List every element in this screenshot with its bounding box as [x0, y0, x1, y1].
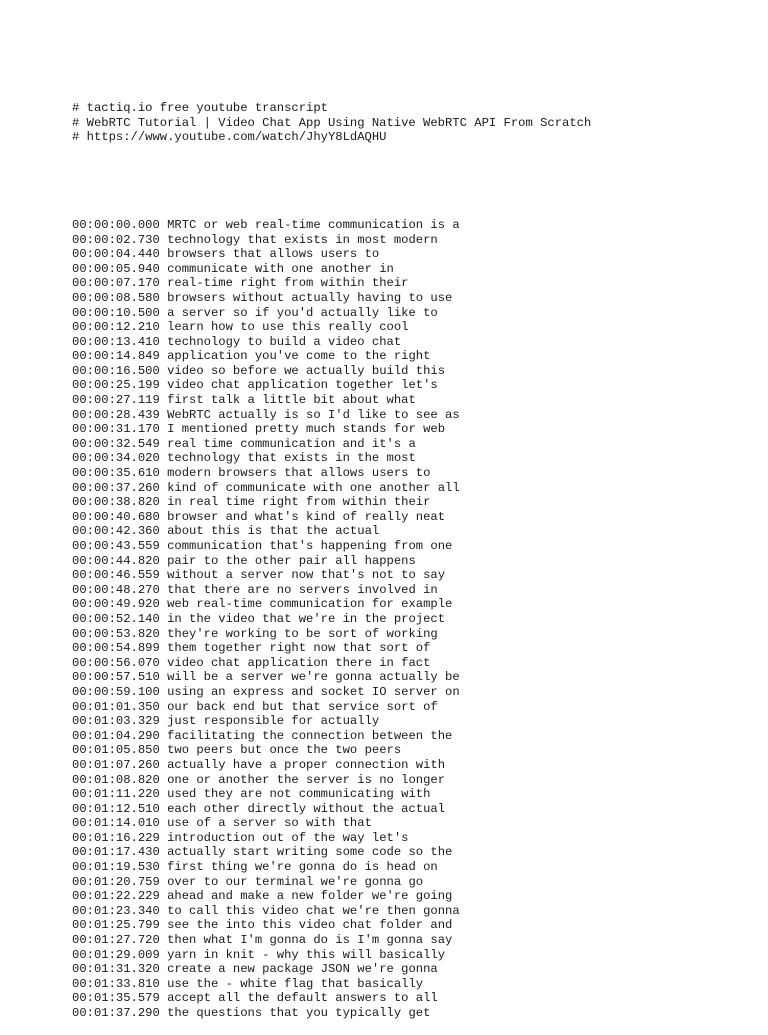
timestamp: 00:01:17.430 [72, 845, 160, 860]
timestamp: 00:00:43.559 [72, 539, 160, 553]
transcript-line [72, 758, 591, 773]
transcript-line [72, 787, 591, 802]
timestamp: 00:00:35.610 [72, 466, 160, 481]
caption-text: yarn in knit - why this will basically [167, 947, 446, 962]
timestamp: 00:00:14.849 [72, 349, 160, 364]
caption-text: accept all the default answers to all [167, 991, 438, 1006]
timestamp: 00:01:16.229 [72, 830, 160, 845]
transcript-line [72, 481, 591, 496]
caption-text: application you've come to the right [167, 349, 431, 364]
timestamp: 00:00:34.020 [72, 451, 160, 466]
transcript-line [72, 408, 591, 423]
caption-text: will be a server we're gonna actually be [167, 670, 460, 685]
transcript-line [72, 612, 591, 627]
caption-text: without a server now that's not to say [167, 568, 446, 583]
caption-text: in the video that we're in the project [167, 611, 446, 626]
timestamp: 00:00:31.170 [72, 422, 160, 437]
transcript-line [72, 451, 591, 466]
timestamp: 00:00:10.500 [72, 305, 160, 320]
timestamp: 00:00:54.899 [72, 641, 160, 656]
timestamp: 00:00:56.070 [72, 655, 160, 670]
transcript-line [72, 641, 591, 656]
timestamp: 00:01:20.759 [72, 874, 160, 889]
timestamp: 00:00:53.820 [72, 626, 160, 641]
header-spacer [72, 174, 591, 189]
transcript-line [72, 583, 591, 598]
transcript-line [72, 962, 591, 977]
timestamp: 00:00:27.119 [72, 393, 160, 408]
caption-text: over to our terminal we're gonna go [167, 874, 424, 889]
timestamp: 00:01:08.820 [72, 772, 160, 787]
timestamp: 00:01:11.220 [72, 787, 160, 802]
caption-text: kind of communicate with one another all [167, 480, 460, 495]
caption-text: just responsible for actually [167, 714, 380, 729]
caption-text: them together right now that sort of [167, 641, 431, 656]
transcript-line [72, 597, 591, 612]
timestamp: 00:00:52.140 [72, 611, 160, 626]
caption-text: the questions that you typically get [167, 1006, 431, 1020]
caption-text: modern browsers that allows users to [167, 466, 431, 481]
transcript-line [72, 729, 591, 744]
timestamp: 00:01:29.009 [72, 947, 160, 962]
caption-text: communicate with one another in [167, 261, 394, 276]
caption-text: video so before we actually build this [167, 363, 446, 378]
transcript-line [72, 816, 591, 831]
transcript-line [72, 889, 591, 904]
header-line: # https://www.youtube.com/watch/JhyY8LdAQHU [72, 130, 387, 145]
transcript-line [72, 948, 591, 963]
transcript-line [72, 554, 591, 569]
timestamp: 00:00:49.920 [72, 597, 160, 612]
transcript-line [72, 524, 591, 539]
timestamp: 00:00:57.510 [72, 670, 160, 685]
caption-text: to call this video chat we're then gonna [167, 903, 460, 918]
transcript-line [72, 656, 591, 671]
timestamp: 00:00:40.680 [72, 509, 160, 524]
caption-text: in real time right from within their [167, 495, 431, 510]
transcript-line [72, 918, 591, 933]
caption-text: create a new package JSON we're gonna [167, 962, 438, 977]
transcript-line [72, 364, 591, 379]
transcript-line [72, 743, 591, 758]
transcript-line [72, 320, 591, 335]
timestamp: 00:00:25.199 [72, 378, 160, 393]
transcript-line [72, 276, 591, 291]
timestamp: 00:01:19.530 [72, 860, 160, 875]
timestamp: 00:01:25.799 [72, 918, 160, 933]
timestamp: 00:00:05.940 [72, 261, 160, 276]
transcript-line [72, 773, 591, 788]
caption-text: use the - white flag that basically [167, 976, 424, 991]
transcript-document [72, 72, 591, 1035]
caption-text: real-time right from within their [167, 276, 409, 291]
caption-text: video chat application there in fact [167, 655, 431, 670]
transcript-line [72, 393, 591, 408]
timestamp: 00:01:04.290 [72, 728, 160, 743]
caption-text: two peers but once the two peers [167, 743, 402, 758]
caption-text: communication that's happening from one [167, 539, 453, 553]
timestamp: 00:01:23.340 [72, 903, 160, 918]
timestamp: 00:00:44.820 [72, 553, 160, 568]
caption-text: WebRTC actually is so I'd like to see as [167, 407, 460, 422]
caption-text: using an express and socket IO server on [167, 684, 460, 699]
transcript-line [72, 539, 591, 554]
caption-text: real time communication and it's a [167, 436, 416, 451]
caption-text: learn how to use this really cool [167, 320, 409, 335]
timestamp: 00:00:04.440 [72, 247, 160, 262]
timestamp: 00:00:07.170 [72, 276, 160, 291]
timestamp: 00:00:37.260 [72, 480, 160, 495]
timestamp: 00:00:28.439 [72, 407, 160, 422]
transcript-line [72, 306, 591, 321]
caption-text: first thing we're gonna do is head on [167, 860, 438, 875]
caption-text: ahead and make a new folder we're going [167, 889, 453, 904]
transcript-line [72, 802, 591, 817]
timestamp: 00:01:22.229 [72, 889, 160, 904]
caption-text: a server so if you'd actually like to [167, 305, 438, 320]
timestamp: 00:00:02.730 [72, 232, 160, 247]
transcript-line [72, 670, 591, 685]
transcript-line [72, 349, 591, 364]
timestamp: 00:01:27.720 [72, 933, 160, 948]
timestamp: 00:01:03.329 [72, 714, 160, 729]
transcript-line [72, 495, 591, 510]
transcript-line [72, 685, 591, 700]
caption-text: they're working to be sort of working [167, 626, 438, 641]
caption-text: use of a server so with that [167, 816, 372, 831]
timestamp: 00:00:08.580 [72, 290, 160, 305]
caption-text: browsers without actually having to use [167, 290, 453, 305]
timestamp: 00:01:05.850 [72, 743, 160, 758]
caption-text: each other directly without the actual [167, 801, 446, 816]
transcript-line [72, 291, 591, 306]
timestamp: 00:00:46.559 [72, 568, 160, 583]
caption-text: web real-time communication for example [167, 597, 453, 612]
transcript-line [72, 627, 591, 642]
timestamp: 00:00:59.100 [72, 684, 160, 699]
transcript-line [72, 991, 591, 1006]
transcript-line [72, 904, 591, 919]
timestamp: 00:00:00.000 [72, 217, 160, 232]
timestamp: 00:00:38.820 [72, 495, 160, 510]
transcript-line [72, 510, 591, 525]
transcript-line [72, 568, 591, 583]
transcript-header [72, 101, 591, 145]
caption-text: technology that exists in the most [167, 451, 416, 466]
transcript-line [72, 335, 591, 350]
transcript-line [72, 875, 591, 890]
caption-text: that there are no servers involved in [167, 582, 438, 597]
timestamp: 00:00:48.270 [72, 582, 160, 597]
transcript-line [72, 218, 591, 233]
timestamp: 00:00:16.500 [72, 363, 160, 378]
caption-text: browser and what's kind of really neat [167, 509, 446, 524]
transcript-line [72, 437, 591, 452]
header-line: # tactiq.io free youtube transcript [72, 101, 328, 116]
timestamp: 00:01:14.010 [72, 816, 160, 831]
timestamp: 00:01:31.320 [72, 962, 160, 977]
timestamp: 00:01:33.810 [72, 976, 160, 991]
caption-text: actually have a proper connection with [167, 757, 446, 772]
timestamp: 00:01:12.510 [72, 801, 160, 816]
caption-text: browsers that allows users to [167, 247, 380, 262]
transcript-lines [72, 218, 591, 1021]
timestamp: 00:00:42.360 [72, 524, 160, 539]
transcript-line [72, 262, 591, 277]
timestamp: 00:01:01.350 [72, 699, 160, 714]
caption-text: technology that exists in most modern [167, 232, 438, 247]
caption-text: facilitating the connection between the [167, 728, 453, 743]
timestamp: 00:00:32.549 [72, 436, 160, 451]
caption-text: MRTC or web real-time communication is a [167, 217, 460, 232]
transcript-line [72, 247, 591, 262]
transcript-line [72, 977, 591, 992]
timestamp: 00:01:37.290 [72, 1006, 160, 1020]
transcript-line [72, 378, 591, 393]
caption-text: video chat application together let's [167, 378, 438, 393]
transcript-line [72, 831, 591, 846]
transcript-line [72, 933, 591, 948]
transcript-line [72, 700, 591, 715]
timestamp: 00:00:12.210 [72, 320, 160, 335]
caption-text: technology to build a video chat [167, 334, 402, 349]
transcript-line [72, 1006, 591, 1021]
caption-text: used they are not communicating with [167, 787, 431, 802]
timestamp: 00:00:13.410 [72, 334, 160, 349]
transcript-line [72, 845, 591, 860]
transcript-line [72, 422, 591, 437]
caption-text: about this is that the actual [167, 524, 380, 539]
caption-text: I mentioned pretty much stands for web [167, 422, 446, 437]
timestamp: 00:01:35.579 [72, 991, 160, 1006]
transcript-line [72, 466, 591, 481]
caption-text: first talk a little bit about what [167, 393, 416, 408]
caption-text: introduction out of the way let's [167, 830, 409, 845]
caption-text: our back end but that service sort of [167, 699, 438, 714]
timestamp: 00:01:07.260 [72, 757, 160, 772]
transcript-line [72, 860, 591, 875]
caption-text: one or another the server is no longer [167, 772, 446, 787]
caption-text: then what I'm gonna do is I'm gonna say [167, 933, 453, 948]
caption-text: actually start writing some code so the [167, 845, 453, 860]
caption-text: pair to the other pair all happens [167, 553, 416, 568]
transcript-line [72, 714, 591, 729]
transcript-line [72, 233, 591, 248]
caption-text: see the into this video chat folder and [167, 918, 453, 933]
header-line: # WebRTC Tutorial | Video Chat App Using Native WebRTC API From Scratch [72, 115, 592, 130]
